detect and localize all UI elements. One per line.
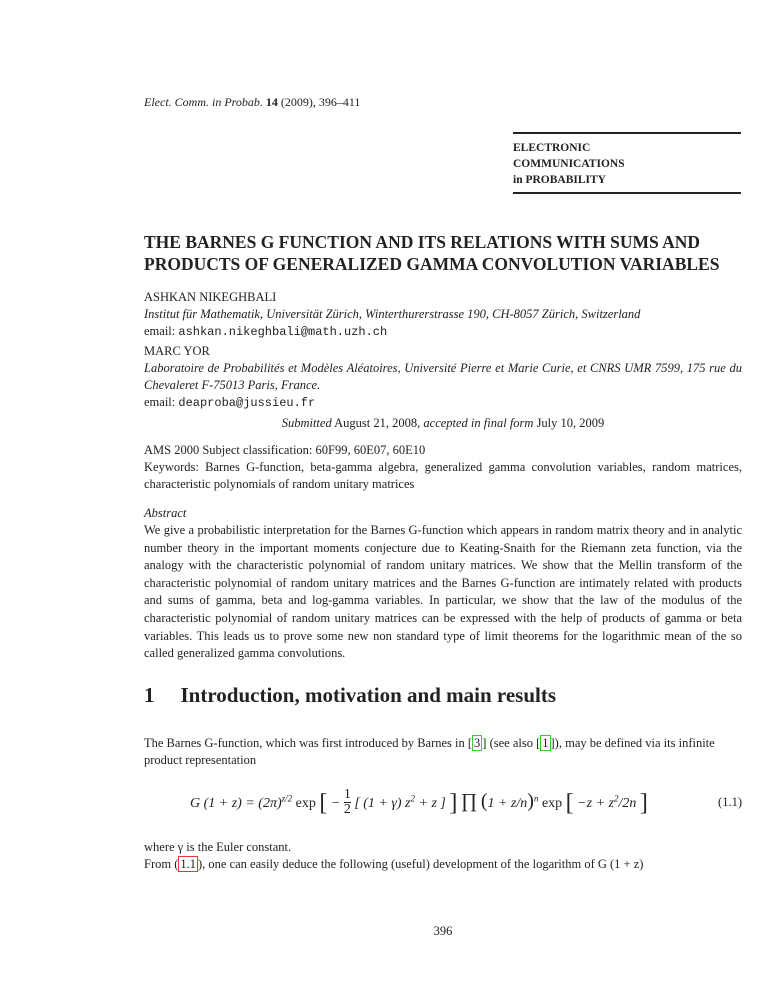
- equation-link[interactable]: 1.1: [180, 856, 196, 871]
- author-2: MARC YOR Laboratoire de Probabilités et Modèles Aléatoires, Université Pierre et Marie Curie, et CNRS UMR 7599, 175 rue du Chevaleret F-75013 Paris, France. email: deaproba@jussieu.fr: [144, 344, 742, 410]
- page-number: 396: [433, 923, 453, 938]
- from-text: From ( 1.1 ), one can easily deduce the following (useful) development of the logarithm of G (1 + z): [144, 856, 644, 871]
- email-link[interactable]: deaproba@jussieu.fr: [178, 396, 316, 410]
- ams-classification: AMS 2000 Subject classification: 60F99, 60E07, 60E10: [144, 443, 426, 457]
- main-column: [144, 231, 742, 940]
- journal-box: ELECTRONIC COMMUNICATIONS in PROBABILITY: [513, 132, 741, 194]
- submission-dates: Submitted August 21, 2008, accepted in final form July 10, 2009: [281, 416, 605, 430]
- equation-body: G $(1 + z) = (2\pi)^{z/2}$ exp [ − 1 2 [ (1 + γ) $z^2 + z$ ] ] ∏ $(1 + z/n)^n$ exp [ $-z + z^2/2n$ ]: [190, 787, 648, 818]
- abstract-heading: Abstract: [144, 506, 187, 520]
- section-heading: 1 Introduction, motivation and main results: [144, 682, 557, 707]
- abstract-text: We give a probabilistic interpretation for the Barnes G-function which appears in random matrix theory and in analytic number theory in the important moments conjecture due to Keating-Snaith for the Riemann zeta function, via the analogy with the characteristic polynomial of random unitary matrices. We show that the Mellin transform of the characteristic polynomial of random unitary matrices and the Barnes G-function are intimately related with products and sums of gamma, beta and log-gamma variables. In particular, we show that the law of the modulus of the characteristic polynomial of random unitary matrices can be expressed with the help of products of gamma or beta variables. This leads us to prove some new non standard type of limit theorems for the logarithmic mean of the so called generalized gamma convolutions.: [144, 523, 742, 661]
- equation-1-1: [144, 781, 742, 825]
- keywords: Keywords: Barnes G-function, beta-gamma algebra, generalized gamma convolution variables, random matrices, characteristic polynomials of random unitary matrices: [144, 460, 742, 491]
- where-text: where γ is the Euler constant.: [144, 839, 292, 854]
- intro-paragraph: The Barnes G-function, which was first introduced by Barnes in [ 3 ] (see also [ 1 ]), may be defined via its infinite product representation: [144, 735, 715, 767]
- equation-number: (1.1): [718, 795, 742, 810]
- paper-title: THE BARNES G FUNCTION AND ITS RELATIONS WITH SUMS AND PRODUCTS OF GENERALIZED GAMMA CONVOLUTION VARIABLES: [144, 232, 720, 274]
- citation-link[interactable]: 1: [542, 735, 549, 750]
- journal-header: Elect. Comm. in Probab. 14 (2009), 396–411: [144, 95, 361, 109]
- author-1: ASHKAN NIKEGHBALI Institut für Mathematik, Universität Zürich, Winterthurerstrasse 190, CH-8057 Zürich, Switzerland email: ashkan.nikeghbali@math.uzh.ch: [144, 290, 641, 339]
- citation-link[interactable]: 3: [474, 735, 481, 750]
- email-link[interactable]: ashkan.nikeghbali@math.uzh.ch: [178, 325, 388, 339]
